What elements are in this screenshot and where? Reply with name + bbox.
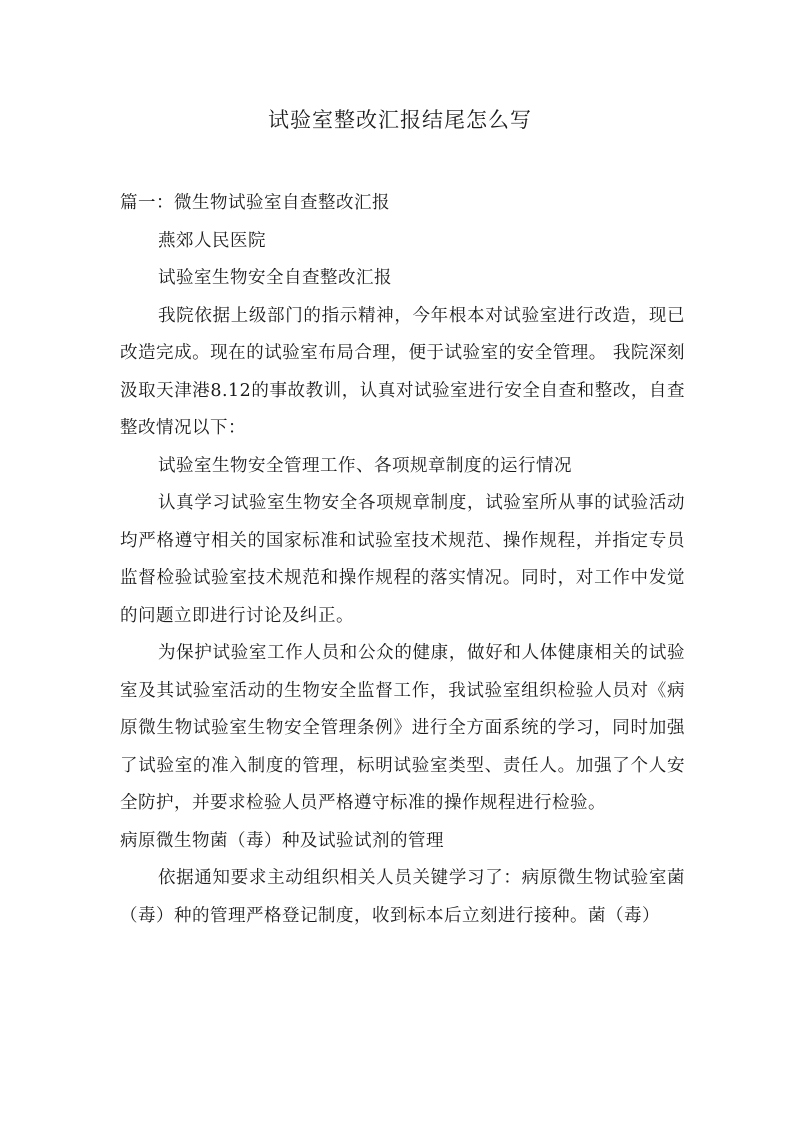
body-paragraph: 认真学习试验室生物安全各项规章制度，试验室所从事的试验活动均严格遵守相关的国家标准和试验室技术规范、操作规程，并指定专员监督检验试验室技术规范和操作规程的落实情况。同时，对工作中发觉的问题立即进行讨论及纠正。 (120, 493, 685, 626)
hospital-name: 燕郊人民医院 (158, 230, 266, 251)
body-paragraph: 我院依据上级部门的指示精神，今年根本对试验室进行改造，现已改造完成。现在的试验室布局合理，便于试验室的安全管理。 我院深刻汲取天津港8.12的事故教训，认真对试验室进行安全自查和整改，自查整改情况以下： (120, 305, 685, 438)
body-paragraph: 依据通知要求主动组织相关人员关键学习了：病原微生物试验室菌（毒）种的管理严格登记制度，收到标本后立刻进行接种。菌（毒） (120, 868, 685, 926)
document-title: 试验室整改汇报结尾怎么写 (268, 108, 532, 132)
document-body (120, 185, 685, 935)
report-subtitle: 试验室生物安全自查整改汇报 (158, 268, 392, 288)
body-paragraph: 为保护试验室工作人员和公众的健康，做好和人体健康相关的试验室及其试验室活动的生物安全监督工作，我试验室组织检验人员对《病原微生物试验室生物安全管理条例》进行全方面系统的学习，同时加强了试验室的准入制度的管理，标明试验室类型、责任人。加强了个人安全防护，并要求检验人员严格遵守标准的操作规程进行检验。 (120, 643, 685, 813)
section-heading: 篇一：微生物试验室自查整改汇报 (120, 193, 390, 213)
subsection-heading: 试验室生物安全管理工作、各项规章制度的运行情况 (158, 455, 572, 476)
subsection-heading: 病原微生物菌（毒）种及试验试剂的管理 (120, 830, 444, 851)
